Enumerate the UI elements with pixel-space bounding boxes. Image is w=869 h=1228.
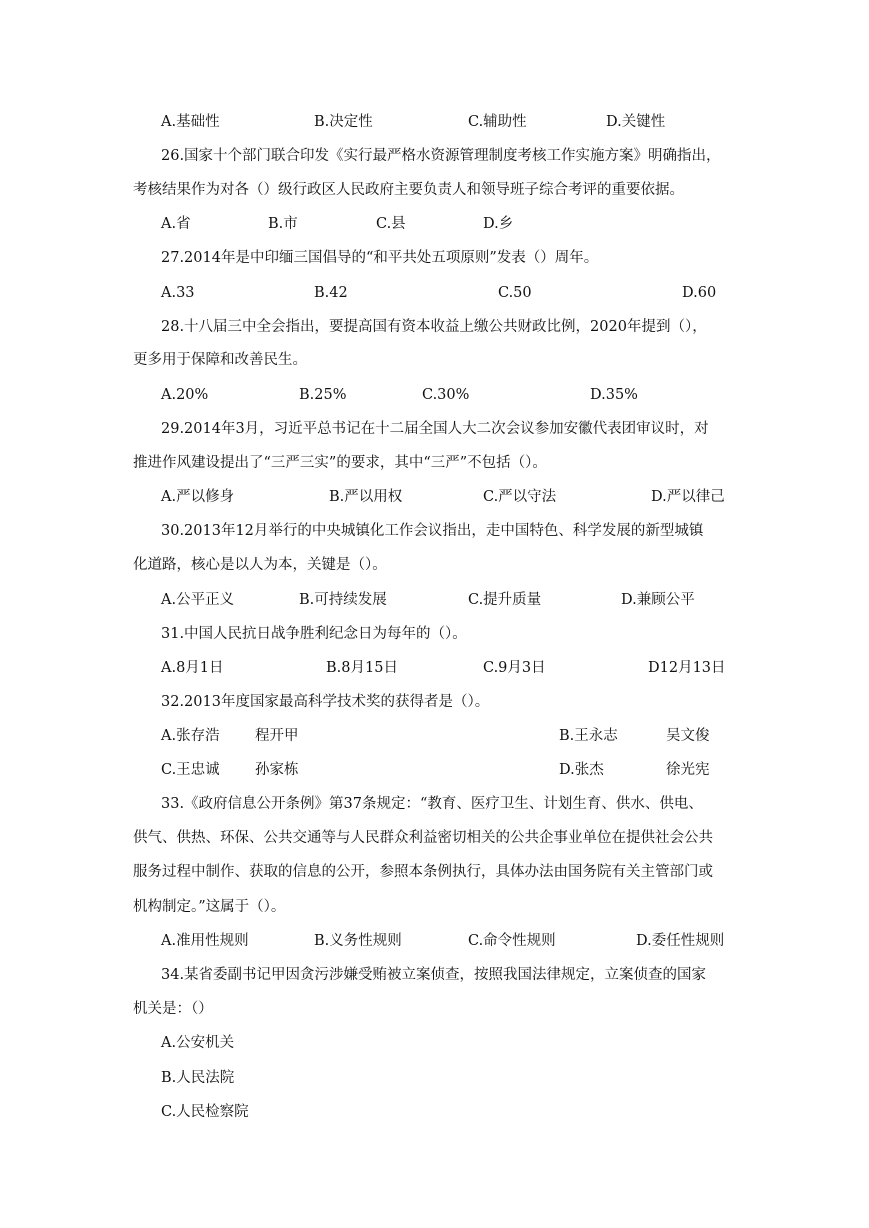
option-d-name-2: 徐光宪 (666, 762, 710, 778)
option-c: C.王忠诚 (161, 762, 220, 778)
option-a: A.准用性规则 (161, 933, 249, 949)
option-d: D.35% (590, 387, 638, 403)
option-a: A.严以修身 (161, 489, 235, 505)
option-row (0, 760, 869, 780)
option-d: D.委任性规则 (636, 933, 725, 949)
option-b: B.决定性 (314, 114, 373, 130)
option-a: A.8月1日 (161, 660, 224, 676)
option-b: B.义务性规则 (314, 933, 402, 949)
option-b: B.王永志 (559, 728, 618, 744)
option-row (0, 658, 869, 678)
option-c: C.命令性规则 (468, 933, 556, 949)
option-c: C.50 (498, 285, 532, 301)
option-b: B.严以用权 (329, 489, 403, 505)
option-d: D.乡 (483, 216, 514, 232)
option-row (0, 385, 869, 405)
option-a: A.公平正义 (161, 592, 235, 608)
option-d: D.关键性 (606, 114, 666, 130)
option-b: B.8月15日 (326, 660, 398, 676)
option-a: A.20% (161, 387, 209, 403)
question-33-line-2: 供气、供热、环保、公共交通等与人民群众利益密切相关的公共企事业单位在提供社会公共 (133, 830, 713, 846)
question-34-line-2: 机关是：（） (133, 1001, 213, 1017)
option-row (0, 487, 869, 507)
question-26-line-1: 26.国家十个部门联合印发《实行最严格水资源管理制度考核工作实施方案》明确指出， (161, 148, 721, 164)
option-row (0, 112, 869, 132)
question-28-line-2: 更多用于保障和改善民生。 (133, 352, 307, 368)
option-row (0, 726, 869, 746)
option-b: B.可持续发展 (299, 592, 387, 608)
option-c: C.辅助性 (468, 114, 527, 130)
question-32-line-1: 32.2013年度国家最高科学技术奖的获得者是（）。 (161, 694, 490, 710)
option-a-name-2: 程开甲 (255, 728, 299, 744)
question-28-line-1: 28.十八届三中全会指出，要提高国有资本收益上缴公共财政比例，2020年提到（）， (161, 319, 707, 335)
option-c: C.人民检察院 (161, 1104, 249, 1120)
option-row (0, 214, 869, 234)
question-27-line-1: 27.2014年是中印缅三国倡导的“和平共处五项原则”发表（）周年。 (161, 250, 599, 266)
option-d: D.60 (682, 285, 717, 301)
question-30-line-1: 30.2013年12月举行的中央城镇化工作会议指出，走中国特色、科学发展的新型城镇 (161, 523, 704, 539)
option-c: C.9月3日 (483, 660, 546, 676)
option-a: A.公安机关 (161, 1035, 235, 1051)
option-b: B.市 (268, 216, 298, 232)
option-a: A.省 (161, 216, 191, 232)
option-b-name-2: 吴文俊 (666, 728, 710, 744)
option-row (0, 283, 869, 303)
option-c: C.县 (376, 216, 406, 232)
question-31-line-1: 31.中国人民抗日战争胜利纪念日为每年的（）。 (161, 626, 467, 642)
option-c: C.严以守法 (483, 489, 557, 505)
option-d: D.张杰 (559, 762, 604, 778)
option-d: D12月13日 (648, 660, 726, 676)
question-34-line-1: 34.某省委副书记甲因贪污涉嫌受贿被立案侦查，按照我国法律规定，立案侦查的国家 (161, 967, 707, 983)
option-b: B.人民法院 (161, 1070, 235, 1086)
option-a: A.张存浩 (161, 728, 220, 744)
option-row (0, 931, 869, 951)
option-c-name-2: 孙家栋 (255, 762, 299, 778)
option-c: C.30% (422, 387, 470, 403)
question-33-line-1: 33.《政府信息公开条例》第37条规定：“教育、医疗卫生、计划生育、供水、供电、 (161, 796, 703, 812)
question-33-line-3: 服务过程中制作、获取的信息的公开，参照本条例执行，具体办法由国务院有关主管部门或 (133, 864, 713, 880)
option-d: D.兼顾公平 (621, 592, 695, 608)
option-a: A.基础性 (161, 114, 220, 130)
option-d: D.严以律己 (651, 489, 725, 505)
question-29-line-1: 29.2014年3月，习近平总书记在十二届全国人大二次会议参加安徽代表团审议时，对 (161, 421, 709, 437)
question-30-line-2: 化道路，核心是以人为本，关键是（）。 (133, 557, 387, 573)
question-29-line-2: 推进作风建设提出了“三严三实”的要求，其中“三严”不包括（）。 (133, 455, 547, 471)
question-26-line-2: 考核结果作为对各（）级行政区人民政府主要负责人和领导班子综合考评的重要依据。 (133, 182, 684, 198)
question-33-line-4: 机构制定。”这属于（）。 (133, 899, 286, 915)
option-a: A.33 (161, 285, 195, 301)
option-row (0, 590, 869, 610)
option-b: B.25% (299, 387, 347, 403)
option-c: C.提升质量 (468, 592, 542, 608)
option-b: B.42 (314, 285, 348, 301)
